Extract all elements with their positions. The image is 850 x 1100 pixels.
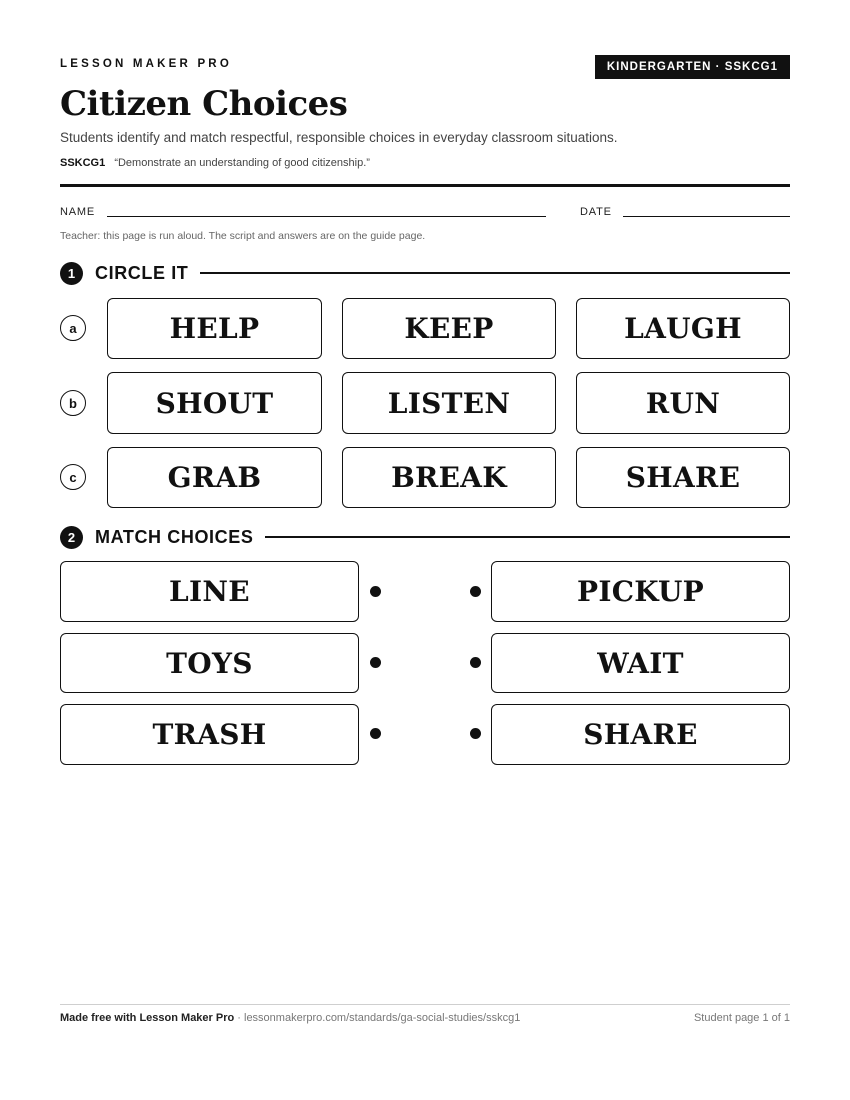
section-rule — [265, 536, 790, 538]
word-card[interactable]: SHARE — [576, 447, 790, 508]
section-rule — [200, 272, 790, 274]
standard-code: SSKCG1 — [60, 157, 106, 169]
footer-url[interactable]: · lessonmakerpro.com/standards/ga-social-studies/sskcg1 — [237, 1012, 521, 1024]
word-card[interactable]: GRAB — [107, 447, 322, 508]
word-card[interactable]: SHOUT — [107, 372, 322, 434]
match-dot-left[interactable] — [370, 657, 381, 668]
standard-line — [60, 157, 370, 169]
standard-text: “Demonstrate an understanding of good citizenship.” — [114, 157, 370, 169]
word-card[interactable]: LAUGH — [576, 298, 790, 359]
row-label: c — [60, 464, 86, 490]
word-card[interactable]: BREAK — [342, 447, 556, 508]
match-dot-right[interactable] — [470, 657, 481, 668]
row-label: a — [60, 315, 86, 341]
section-match-choices-header — [60, 525, 790, 549]
match-right-card[interactable]: WAIT — [491, 633, 790, 693]
brand-name: LESSON MAKER PRO — [60, 58, 232, 70]
word-card[interactable]: LISTEN — [342, 372, 556, 434]
page-subtitle: Students identify and match respectful, responsible choices in everyday classroom situations. — [60, 130, 618, 145]
header-divider — [60, 184, 790, 187]
footer-credit — [60, 1012, 520, 1024]
section-title: CIRCLE IT — [95, 262, 189, 283]
match-dot-right[interactable] — [470, 586, 481, 597]
match-dot-left[interactable] — [370, 728, 381, 739]
grade-badge: KINDERGARTEN · SSKCG1 — [595, 55, 790, 79]
section-number: 1 — [60, 262, 83, 285]
row-label: b — [60, 390, 86, 416]
match-right-card[interactable]: SHARE — [491, 704, 790, 765]
match-left-card[interactable]: LINE — [60, 561, 359, 622]
word-card[interactable]: HELP — [107, 298, 322, 359]
match-left-card[interactable]: TOYS — [60, 633, 359, 693]
footer-page-number: Student page 1 of 1 — [693, 1012, 790, 1024]
teacher-note: Teacher: this page is run aloud. The script and answers are on the guide page. — [60, 230, 426, 242]
footer-divider — [60, 1004, 790, 1005]
footer-made-with: Made free with Lesson Maker Pro — [60, 1012, 235, 1024]
section-circle-it-header — [60, 261, 790, 285]
date-field[interactable] — [623, 216, 790, 217]
word-card[interactable]: RUN — [576, 372, 790, 434]
page-title: Citizen Choices — [60, 84, 348, 124]
match-right-card[interactable]: PICKUP — [491, 561, 790, 622]
section-title: MATCH CHOICES — [95, 526, 254, 547]
date-label: DATE — [580, 206, 612, 218]
word-card[interactable]: KEEP — [342, 298, 556, 359]
name-field[interactable] — [107, 216, 546, 217]
section-number: 2 — [60, 526, 83, 549]
match-dot-right[interactable] — [470, 728, 481, 739]
name-label: NAME — [60, 206, 95, 218]
match-left-card[interactable]: TRASH — [60, 704, 359, 765]
match-dot-left[interactable] — [370, 586, 381, 597]
